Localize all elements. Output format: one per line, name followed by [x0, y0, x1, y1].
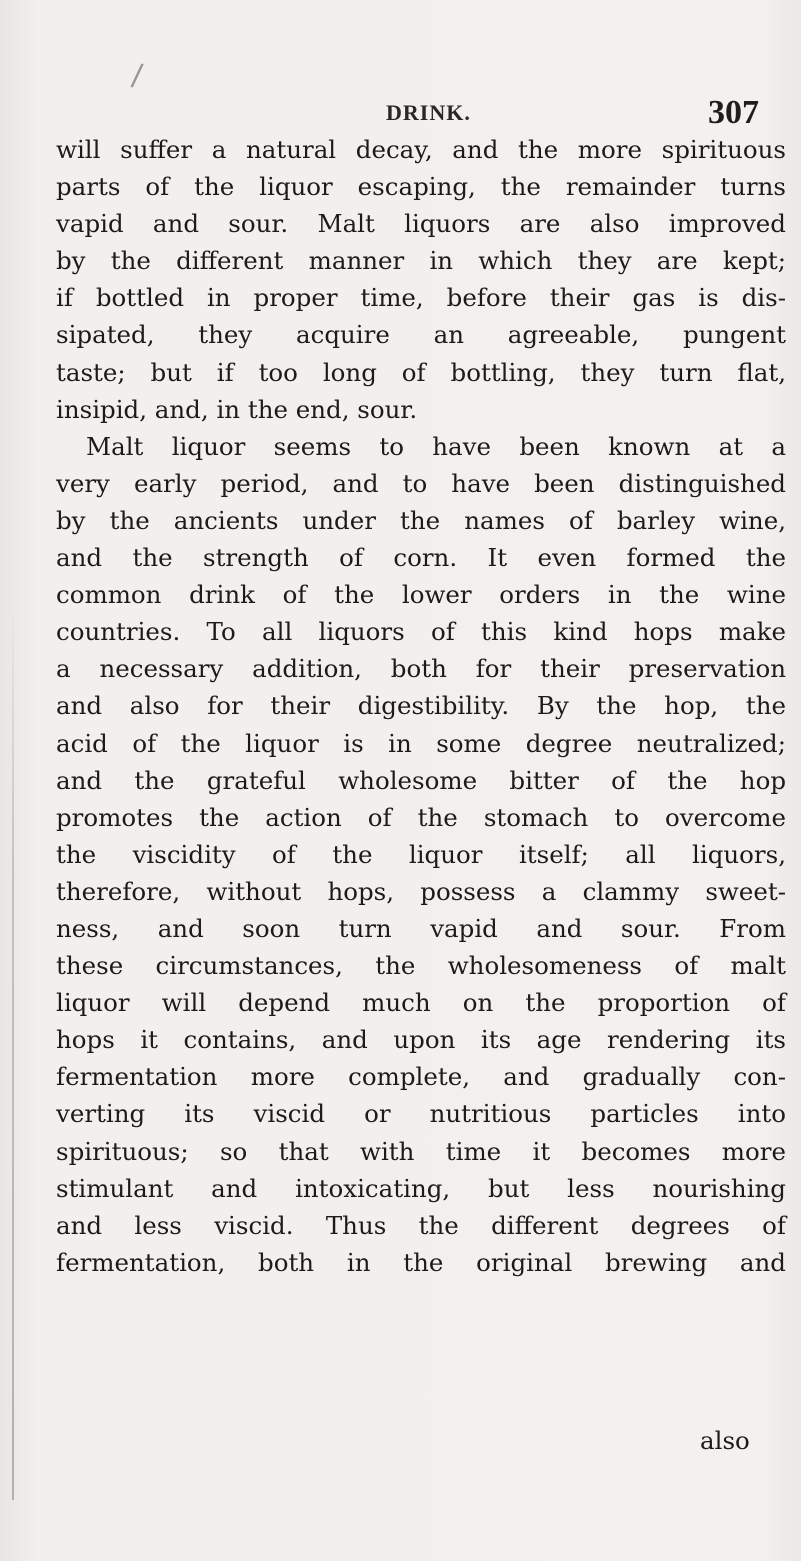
pencil-mark-icon: /	[129, 57, 145, 94]
text-line: and the strength of corn. It even formed the	[56, 543, 786, 573]
text-line: stimulant and intoxicating, but less nourishing	[56, 1173, 786, 1203]
text-line: sipated, they acquire an agreeable, pungent	[56, 320, 786, 350]
catchword: also	[700, 1426, 750, 1455]
text-line: liquor will depend much on the proportion of	[56, 988, 786, 1018]
text-line: hops it contains, and upon its age rendering its	[56, 1025, 786, 1055]
text-line: spirituous; so that with time it becomes more	[56, 1136, 786, 1166]
text-line: fermentation more complete, and gradually con-	[56, 1062, 786, 1092]
text-line: acid of the liquor is in some degree neutralized;	[56, 728, 786, 758]
text-line: will suffer a natural decay, and the more spirituous	[56, 135, 786, 164]
text-line: and also for their digestibility. By the hop, the	[56, 691, 786, 721]
text-line: if bottled in proper time, before their gas is dis-	[56, 283, 786, 313]
text-line: insipid, and, in the end, sour.	[56, 394, 418, 424]
text-line: fermentation, both in the original brewing and	[56, 1247, 786, 1277]
gutter-shadow	[12, 600, 14, 1500]
text-line: a necessary addition, both for their preservation	[56, 654, 786, 684]
text-line: taste; but if too long of bottling, they turn flat,	[56, 357, 786, 387]
text-line: by the different manner in which they are kept;	[56, 246, 786, 276]
text-line: ness, and soon turn vapid and sour. From	[56, 913, 786, 943]
text-line: and the grateful wholesome bitter of the hop	[56, 765, 786, 795]
text-line: by the ancients under the names of barley wine,	[56, 505, 786, 535]
text-line: parts of the liquor escaping, the remainder turns	[56, 172, 786, 202]
running-title: DRINK.	[386, 100, 471, 125]
text-line: vapid and sour. Malt liquors are also improved	[56, 209, 786, 239]
text-line: countries. To all liquors of this kind hops make	[56, 617, 786, 647]
text-line: these circumstances, the wholesomeness of malt	[56, 951, 786, 981]
body-text	[56, 131, 786, 1281]
page-number: 307	[708, 94, 759, 131]
text-line: promotes the action of the stomach to overcome	[56, 802, 786, 832]
text-line: the viscidity of the liquor itself; all liquors,	[56, 839, 786, 869]
text-line: therefore, without hops, possess a clammy sweet-	[56, 876, 786, 906]
text-line: common drink of the lower orders in the wine	[56, 580, 786, 610]
text-line: verting its viscid or nutritious particles into	[56, 1099, 786, 1129]
text-line: and less viscid. Thus the different degrees of	[56, 1210, 786, 1240]
text-line: very early period, and to have been distinguished	[56, 468, 786, 498]
text-line: Malt liquor seems to have been known at a	[86, 431, 786, 461]
